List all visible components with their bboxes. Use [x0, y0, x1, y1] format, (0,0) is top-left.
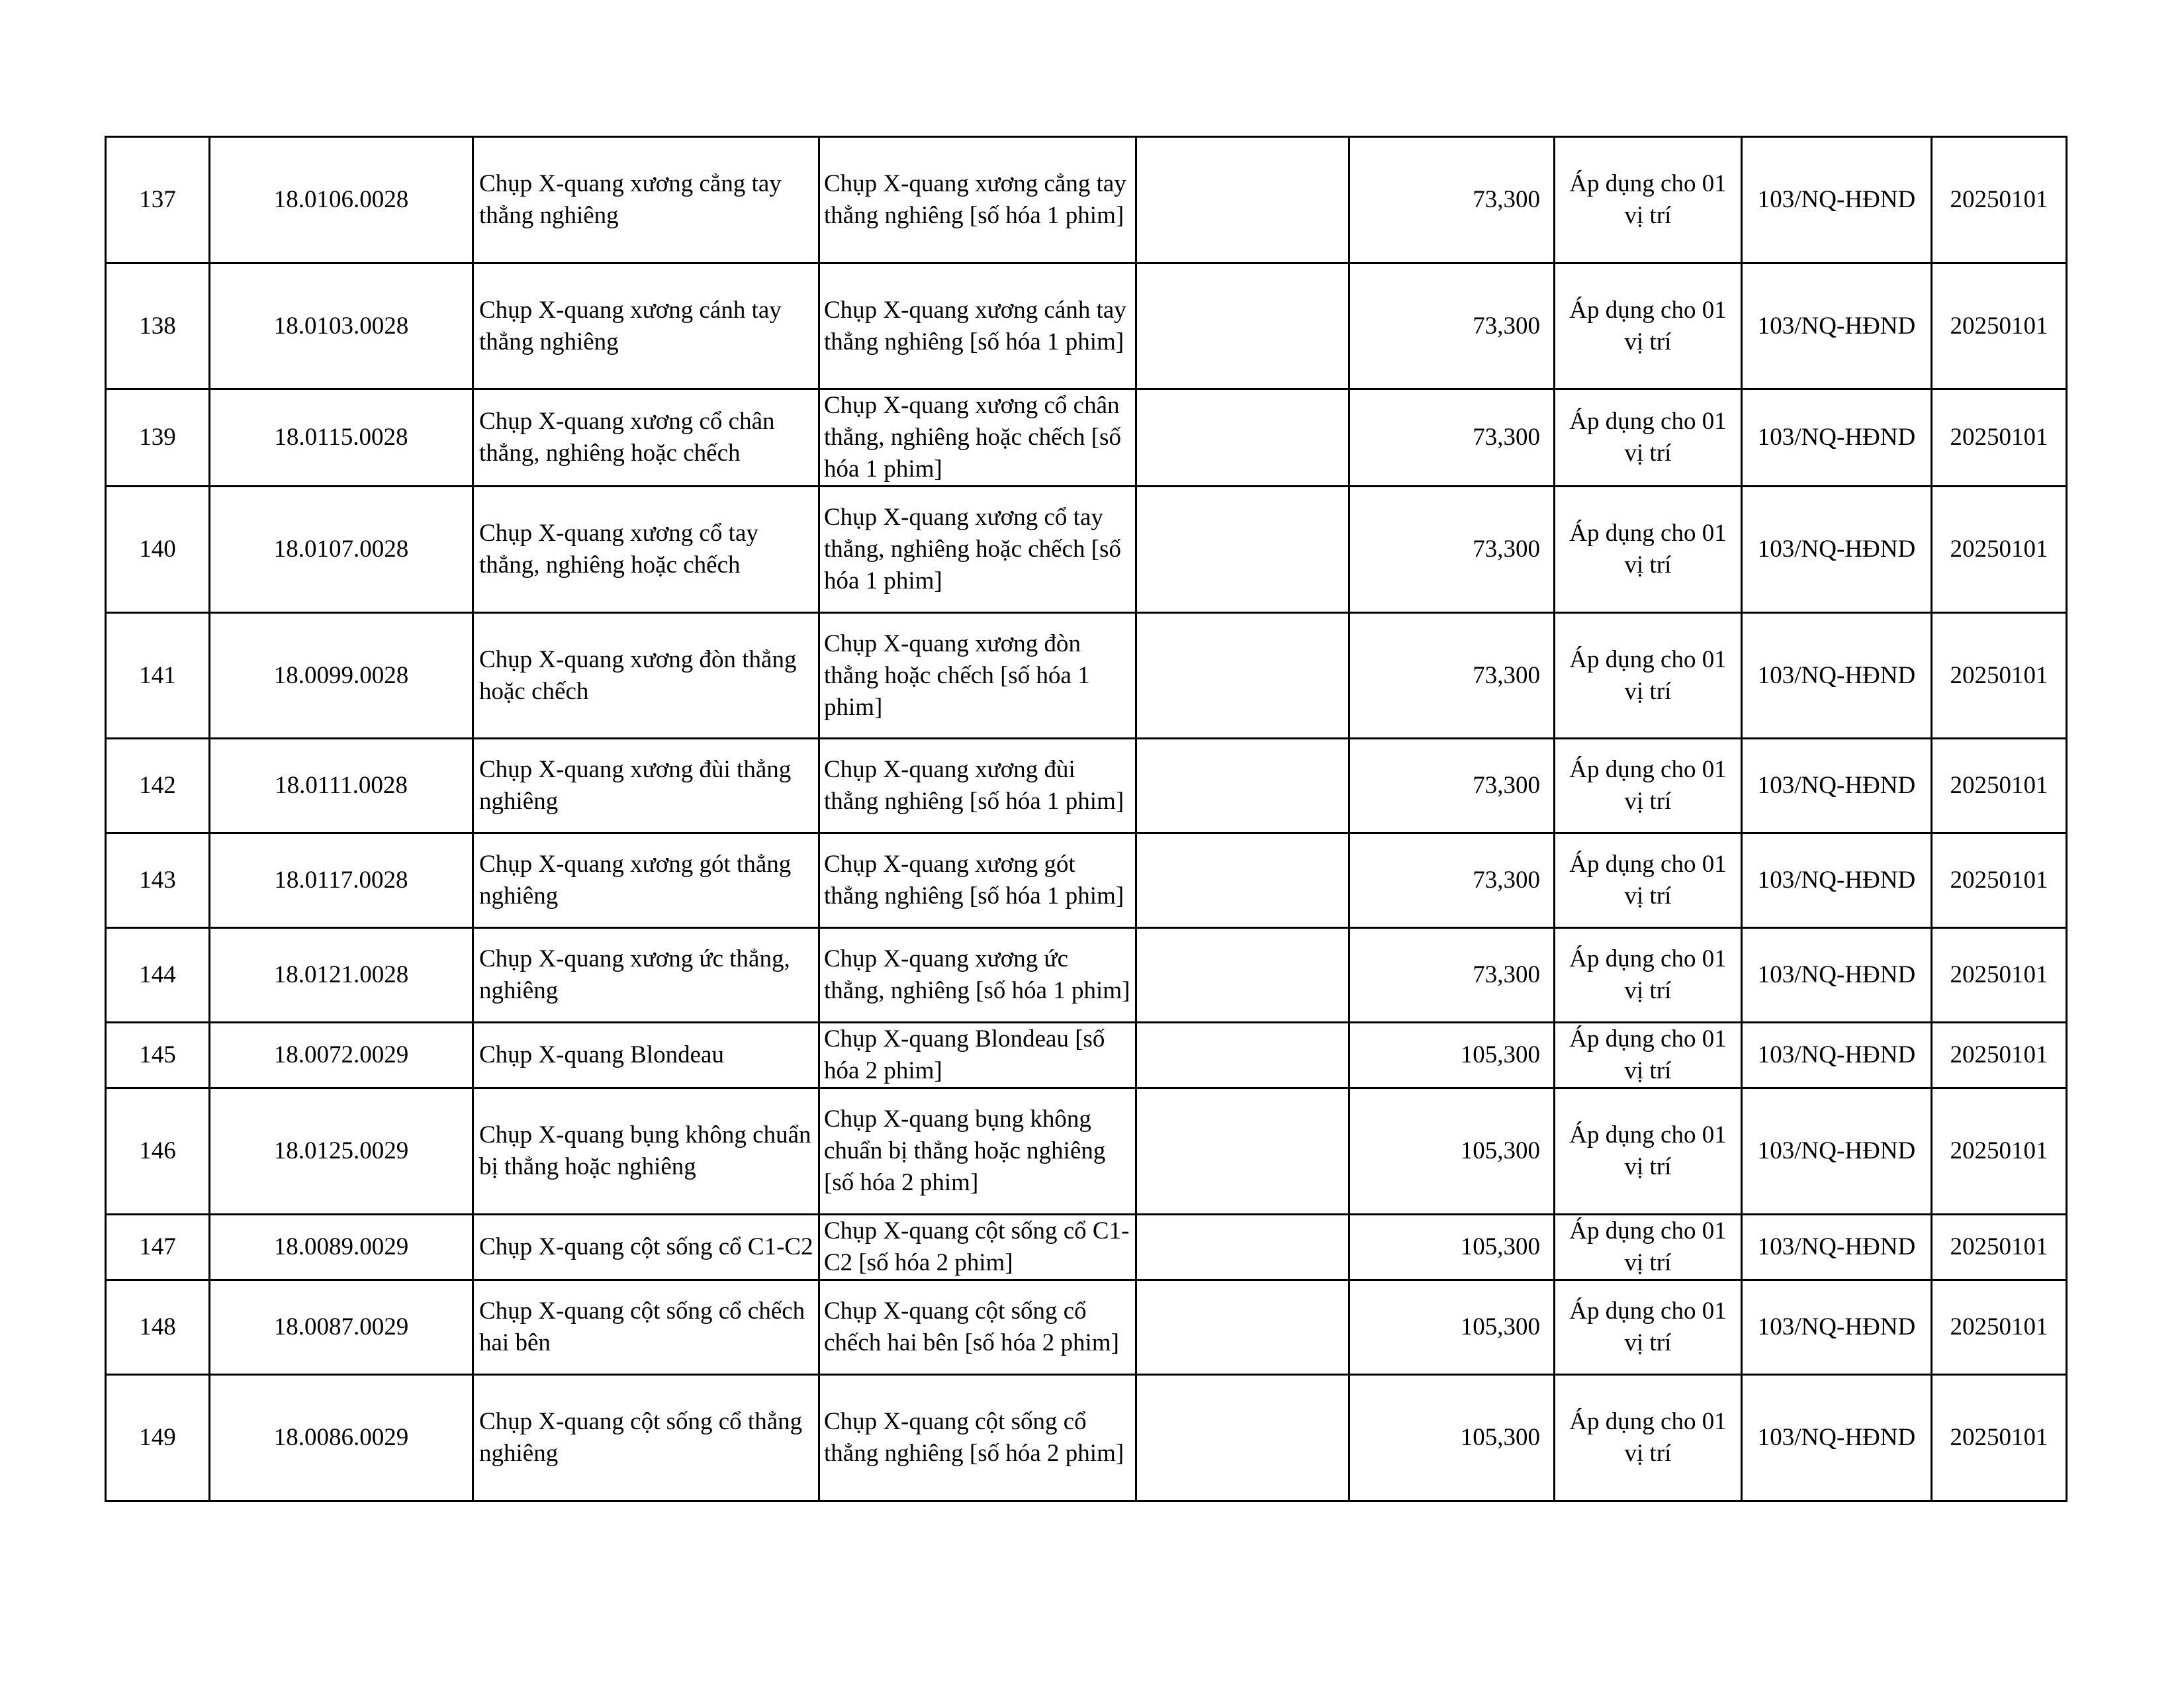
empty-cell: [1136, 1088, 1349, 1215]
empty-cell: [1136, 833, 1349, 928]
table-row: [106, 833, 2067, 928]
table-row: [106, 1023, 2067, 1088]
service-name-detail: Chụp X-quang xương cổ tay thẳng, nghiêng hoặc chếch [số hóa 1 phim]: [819, 487, 1136, 613]
effective-date: 20250101: [1932, 1280, 2067, 1375]
price: 105,300: [1349, 1023, 1555, 1088]
service-code: 18.0106.0028: [210, 137, 473, 263]
service-code: 18.0087.0029: [210, 1280, 473, 1375]
resolution-ref: 103/NQ-HĐND: [1742, 487, 1932, 613]
row-number: 137: [106, 137, 210, 263]
service-name-detail: Chụp X-quang cột sống cổ chếch hai bên [số hóa 2 phim]: [819, 1280, 1136, 1375]
empty-cell: [1136, 613, 1349, 739]
service-name-detail: Chụp X-quang xương đòn thẳng hoặc chếch [số hóa 1 phim]: [819, 613, 1136, 739]
service-name: Chụp X-quang xương đòn thẳng hoặc chếch: [473, 613, 819, 739]
service-name-detail: Chụp X-quang xương ức thẳng, nghiêng [số hóa 1 phim]: [819, 928, 1136, 1023]
price: 73,300: [1349, 928, 1555, 1023]
effective-date: 20250101: [1932, 137, 2067, 263]
service-name-detail: Chụp X-quang xương cổ chân thẳng, nghiêng hoặc chếch [số hóa 1 phim]: [819, 389, 1136, 487]
row-number: 139: [106, 389, 210, 487]
empty-cell: [1136, 1280, 1349, 1375]
effective-date: 20250101: [1932, 1023, 2067, 1088]
empty-cell: [1136, 487, 1349, 613]
effective-date: 20250101: [1932, 263, 2067, 389]
service-name: Chụp X-quang xương gót thẳng nghiêng: [473, 833, 819, 928]
service-name: Chụp X-quang cột sống cổ C1-C2: [473, 1215, 819, 1280]
effective-date: 20250101: [1932, 739, 2067, 833]
service-name-detail: Chụp X-quang bụng không chuẩn bị thẳng hoặc nghiêng [số hóa 2 phim]: [819, 1088, 1136, 1215]
note: Áp dụng cho 01 vị trí: [1555, 833, 1742, 928]
price: 105,300: [1349, 1375, 1555, 1501]
service-name-detail: Chụp X-quang xương cẳng tay thẳng nghiêng [số hóa 1 phim]: [819, 137, 1136, 263]
note: Áp dụng cho 01 vị trí: [1555, 1215, 1742, 1280]
resolution-ref: 103/NQ-HĐND: [1742, 833, 1932, 928]
table-row: [106, 1375, 2067, 1501]
row-number: 144: [106, 928, 210, 1023]
empty-cell: [1136, 1023, 1349, 1088]
service-code: 18.0072.0029: [210, 1023, 473, 1088]
resolution-ref: 103/NQ-HĐND: [1742, 1375, 1932, 1501]
empty-cell: [1136, 1215, 1349, 1280]
note: Áp dụng cho 01 vị trí: [1555, 928, 1742, 1023]
table-row: [106, 263, 2067, 389]
service-code: 18.0115.0028: [210, 389, 473, 487]
effective-date: 20250101: [1932, 389, 2067, 487]
service-name: Chụp X-quang xương cẳng tay thẳng nghiêng: [473, 137, 819, 263]
empty-cell: [1136, 928, 1349, 1023]
resolution-ref: 103/NQ-HĐND: [1742, 1088, 1932, 1215]
table-row: [106, 739, 2067, 833]
table-row: [106, 1215, 2067, 1280]
effective-date: 20250101: [1932, 833, 2067, 928]
price: 73,300: [1349, 833, 1555, 928]
resolution-ref: 103/NQ-HĐND: [1742, 1280, 1932, 1375]
effective-date: 20250101: [1932, 1088, 2067, 1215]
service-code: 18.0111.0028: [210, 739, 473, 833]
service-name: Chụp X-quang cột sống cổ chếch hai bên: [473, 1280, 819, 1375]
price: 105,300: [1349, 1280, 1555, 1375]
row-number: 146: [106, 1088, 210, 1215]
service-name: Chụp X-quang cột sống cổ thẳng nghiêng: [473, 1375, 819, 1501]
resolution-ref: 103/NQ-HĐND: [1742, 389, 1932, 487]
service-name: Chụp X-quang xương đùi thẳng nghiêng: [473, 739, 819, 833]
table-row: [106, 1280, 2067, 1375]
service-code: 18.0107.0028: [210, 487, 473, 613]
note: Áp dụng cho 01 vị trí: [1555, 613, 1742, 739]
effective-date: 20250101: [1932, 1215, 2067, 1280]
empty-cell: [1136, 263, 1349, 389]
service-name-detail: Chụp X-quang xương cánh tay thẳng nghiêng [số hóa 1 phim]: [819, 263, 1136, 389]
price: 105,300: [1349, 1088, 1555, 1215]
empty-cell: [1136, 739, 1349, 833]
note: Áp dụng cho 01 vị trí: [1555, 487, 1742, 613]
note: Áp dụng cho 01 vị trí: [1555, 1280, 1742, 1375]
service-name-detail: Chụp X-quang cột sống cổ C1-C2 [số hóa 2 phim]: [819, 1215, 1136, 1280]
service-code: 18.0089.0029: [210, 1215, 473, 1280]
table-row: [106, 389, 2067, 487]
row-number: 141: [106, 613, 210, 739]
price: 73,300: [1349, 263, 1555, 389]
note: Áp dụng cho 01 vị trí: [1555, 1375, 1742, 1501]
table-row: [106, 487, 2067, 613]
resolution-ref: 103/NQ-HĐND: [1742, 1023, 1932, 1088]
price: 73,300: [1349, 137, 1555, 263]
row-number: 149: [106, 1375, 210, 1501]
service-name-detail: Chụp X-quang Blondeau [số hóa 2 phim]: [819, 1023, 1136, 1088]
empty-cell: [1136, 137, 1349, 263]
service-code: 18.0121.0028: [210, 928, 473, 1023]
effective-date: 20250101: [1932, 1375, 2067, 1501]
empty-cell: [1136, 1375, 1349, 1501]
effective-date: 20250101: [1932, 613, 2067, 739]
effective-date: 20250101: [1932, 928, 2067, 1023]
row-number: 145: [106, 1023, 210, 1088]
service-code: 18.0099.0028: [210, 613, 473, 739]
table-row: [106, 137, 2067, 263]
resolution-ref: 103/NQ-HĐND: [1742, 739, 1932, 833]
table-row: [106, 1088, 2067, 1215]
note: Áp dụng cho 01 vị trí: [1555, 263, 1742, 389]
row-number: 147: [106, 1215, 210, 1280]
service-name: Chụp X-quang xương ức thẳng, nghiêng: [473, 928, 819, 1023]
effective-date: 20250101: [1932, 487, 2067, 613]
service-code: 18.0086.0029: [210, 1375, 473, 1501]
service-code: 18.0103.0028: [210, 263, 473, 389]
service-name-detail: Chụp X-quang xương đùi thẳng nghiêng [số hóa 1 phim]: [819, 739, 1136, 833]
service-name-detail: Chụp X-quang cột sống cổ thẳng nghiêng [số hóa 2 phim]: [819, 1375, 1136, 1501]
resolution-ref: 103/NQ-HĐND: [1742, 263, 1932, 389]
row-number: 138: [106, 263, 210, 389]
service-code: 18.0117.0028: [210, 833, 473, 928]
resolution-ref: 103/NQ-HĐND: [1742, 137, 1932, 263]
empty-cell: [1136, 389, 1349, 487]
service-name-detail: Chụp X-quang xương gót thẳng nghiêng [số hóa 1 phim]: [819, 833, 1136, 928]
service-name: Chụp X-quang xương cổ chân thẳng, nghiêng hoặc chếch: [473, 389, 819, 487]
price: 73,300: [1349, 613, 1555, 739]
service-name: Chụp X-quang xương cổ tay thẳng, nghiêng hoặc chếch: [473, 487, 819, 613]
price-table: [105, 136, 2068, 1502]
row-number: 140: [106, 487, 210, 613]
price: 105,300: [1349, 1215, 1555, 1280]
note: Áp dụng cho 01 vị trí: [1555, 1088, 1742, 1215]
resolution-ref: 103/NQ-HĐND: [1742, 613, 1932, 739]
row-number: 142: [106, 739, 210, 833]
service-name: Chụp X-quang bụng không chuẩn bị thẳng hoặc nghiêng: [473, 1088, 819, 1215]
service-name: Chụp X-quang Blondeau: [473, 1023, 819, 1088]
service-name: Chụp X-quang xương cánh tay thẳng nghiêng: [473, 263, 819, 389]
resolution-ref: 103/NQ-HĐND: [1742, 1215, 1932, 1280]
price: 73,300: [1349, 739, 1555, 833]
row-number: 148: [106, 1280, 210, 1375]
row-number: 143: [106, 833, 210, 928]
service-code: 18.0125.0029: [210, 1088, 473, 1215]
table-row: [106, 613, 2067, 739]
price: 73,300: [1349, 487, 1555, 613]
price: 73,300: [1349, 389, 1555, 487]
resolution-ref: 103/NQ-HĐND: [1742, 928, 1932, 1023]
note: Áp dụng cho 01 vị trí: [1555, 137, 1742, 263]
note: Áp dụng cho 01 vị trí: [1555, 1023, 1742, 1088]
table-row: [106, 928, 2067, 1023]
note: Áp dụng cho 01 vị trí: [1555, 389, 1742, 487]
note: Áp dụng cho 01 vị trí: [1555, 739, 1742, 833]
